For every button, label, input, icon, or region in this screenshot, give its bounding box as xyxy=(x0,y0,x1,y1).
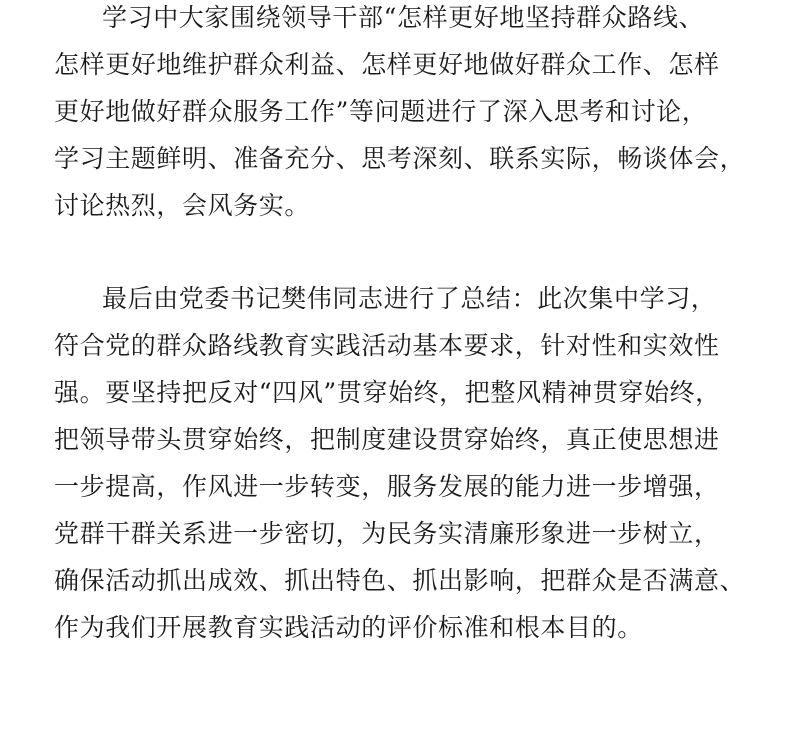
text-line: 作为我们开展教育实践活动的评价标准和根本目的。 xyxy=(54,613,643,642)
text-line: 学习主题鲜明、准备充分、思考深刻、联系实际，畅谈体会， xyxy=(54,144,746,173)
text-line: 符合党的群众路线教育实践活动基本要求，针对性和实效性 xyxy=(54,331,720,360)
paragraph-study-discussion xyxy=(54,0,754,229)
text-line: 讨论热烈，会风务实。 xyxy=(54,191,311,220)
text-line: 确保活动抓出成效、抓出特色、抓出影响，把群众是否满意、 xyxy=(54,566,746,595)
text-line: 怎样更好地维护群众利益、怎样更好地做好群众工作、怎样 xyxy=(54,50,720,79)
text-line: 学习中大家围绕领导干部“怎样更好地坚持群众路线、 xyxy=(102,3,705,32)
text-line: 最后由党委书记樊伟同志进行了总结：此次集中学习， xyxy=(102,284,717,313)
text-line: 一步提高，作风进一步转变，服务发展的能力进一步增强， xyxy=(54,472,720,501)
paragraph-summary xyxy=(54,275,754,651)
text-line: 强。要坚持把反对“四风”贯穿始终，把整风精神贯穿始终， xyxy=(54,378,721,407)
text-line: 把领导带头贯穿始终，把制度建设贯穿始终，真正使思想进 xyxy=(54,425,720,454)
text-line: 更好地做好群众服务工作”等问题进行了深入思考和讨论， xyxy=(54,97,708,126)
text-line: 党群干群关系进一步密切，为民务实清廉形象进一步树立， xyxy=(54,519,720,548)
